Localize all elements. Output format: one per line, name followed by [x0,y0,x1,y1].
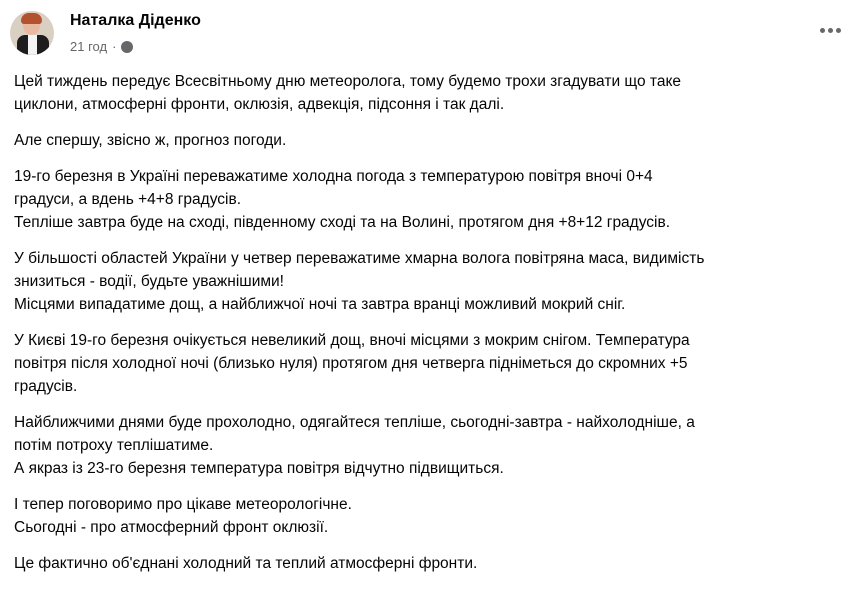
post-paragraph [14,329,854,398]
post-line: циклони, атмосферні фронти, оклюзія, адвекція, підсоння і так далі. [14,96,505,113]
post-line: градусів. [14,378,78,395]
more-dots-icon [828,28,833,33]
post-line: У більшості областей України у четвер переважатиме хмарна волога повітряна маса, видимість [14,250,705,267]
post-line: знизиться - водії, будьте уважнішими! [14,273,284,290]
post-line: Тепліше завтра буде на сході, південному сході та на Волині, протягом дня +8+12 градусів. [14,214,671,231]
avatar-hair [21,13,42,24]
post-line: І тепер поговоримо про цікаве метеорологічне. [14,496,352,513]
post-line: Місцями випадатиме дощ, а найближчої ночі та завтра вранці можливий мокрий сніг. [14,296,626,313]
more-dots-icon [836,28,841,33]
post-paragraph [14,129,854,152]
globe-icon[interactable] [121,41,133,53]
author-name[interactable]: Наталка Діденко [70,12,201,29]
post-line: повітря після холодної ночі (близько нуля) протягом дня четверга підніметься до скромних +5 [14,355,688,372]
more-options-button[interactable] [820,28,841,33]
post-line: 19-го березня в Україні переважатиме холодна погода з температурою повітря вночі 0+4 [14,168,653,185]
post-line: Найближчими днями буде прохолодно, одягайтеся тепліше, сьогодні-завтра - найхолодніше, а [14,414,695,431]
post-paragraph [14,411,854,480]
post-line: Це фактично об'єднані холодний та теплий атмосферні фронти. [14,555,478,572]
post-line: У Києві 19-го березня очікується невеликий дощ, вночі місцями з мокрим снігом. Температура [14,332,690,349]
post-line: градуси, а вдень +4+8 градусів. [14,191,242,208]
post-paragraph [14,247,854,316]
author-avatar[interactable] [10,11,54,55]
post-line: Але спершу, звісно ж, прогноз погоди. [14,132,287,149]
meta-separator: · [112,39,117,54]
post-line: Сьогодні - про атмосферний фронт оклюзії. [14,519,329,536]
post-line: потім потроху теплішатиме. [14,437,214,454]
post-line: А якраз із 23-го березня температура повітря відчутно підвищиться. [14,460,504,477]
post-meta [70,39,133,54]
avatar-shirt [28,35,37,55]
post-paragraph [14,165,854,234]
post-paragraph [14,493,854,539]
post-text [14,70,854,588]
post-line: Цей тиждень передує Всесвітньому дню метеоролога, тому будемо трохи згадувати що таке [14,73,682,90]
post-paragraph [14,552,854,575]
post-time[interactable]: 21 год [70,39,108,54]
post-paragraph [14,70,854,116]
more-dots-icon [820,28,825,33]
